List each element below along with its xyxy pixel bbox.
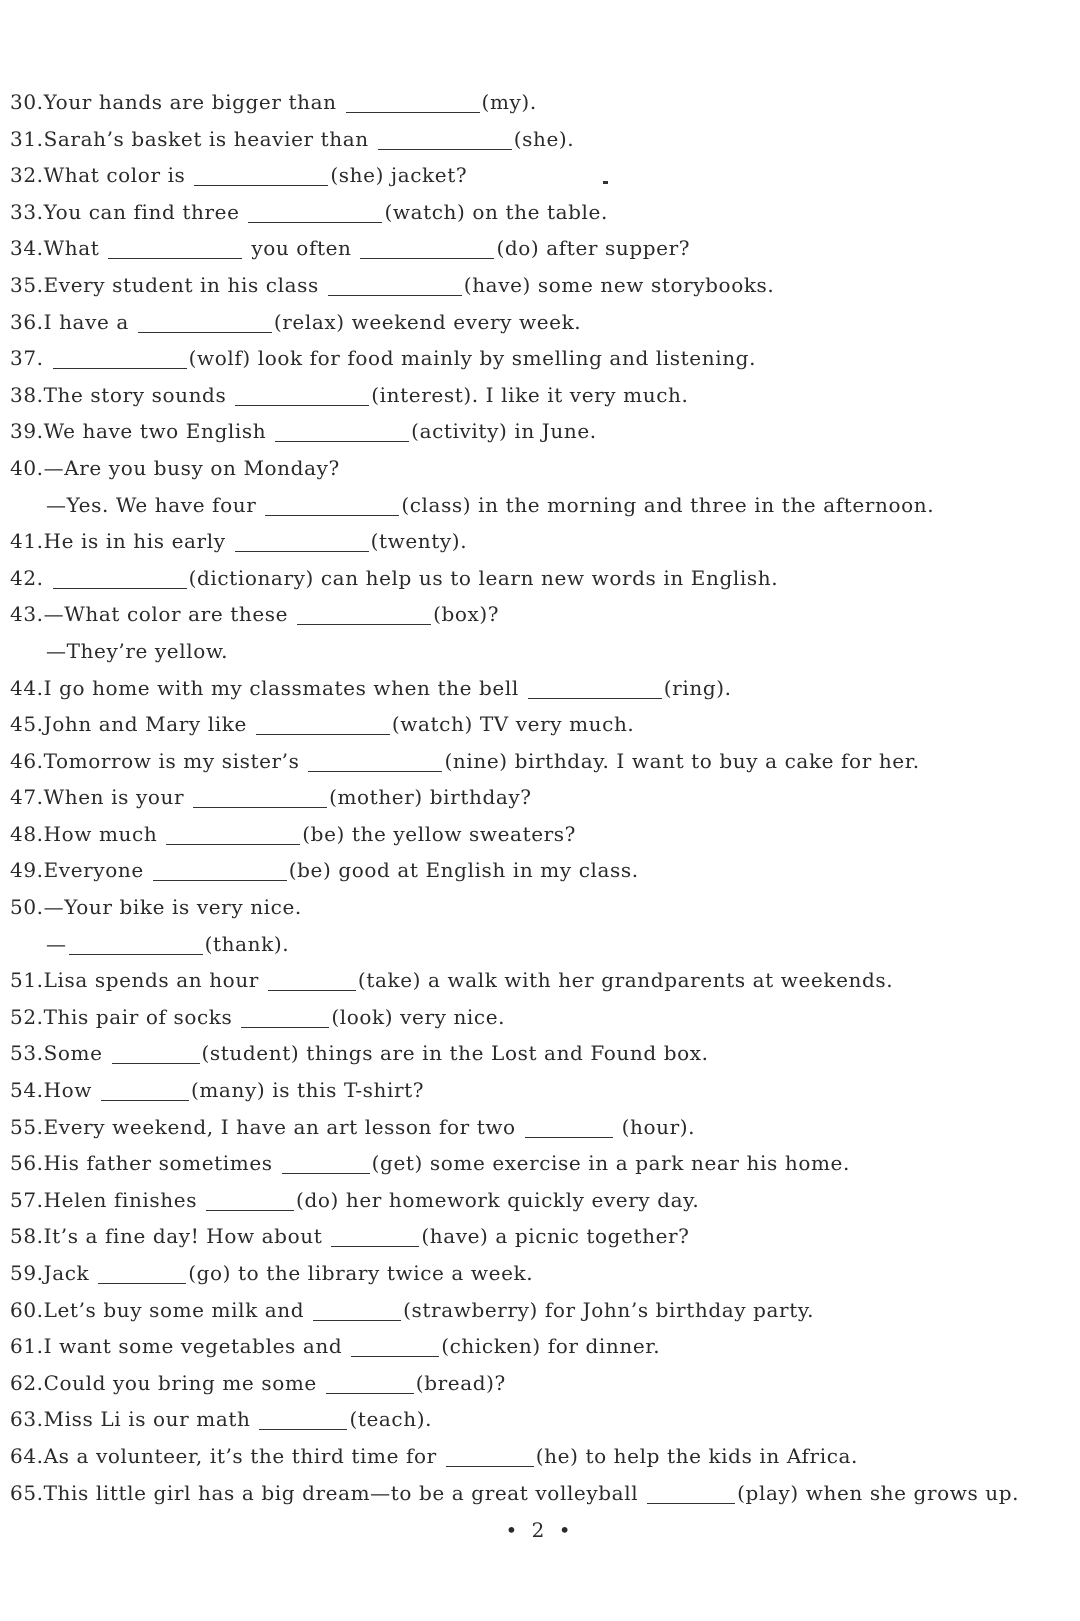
question-number: 60. xyxy=(10,1297,44,1322)
question-number: 45. xyxy=(10,712,44,737)
question-text: I want some vegetables and xyxy=(43,1334,350,1359)
answer-blank[interactable] xyxy=(328,274,462,296)
question-number: 34. xyxy=(10,236,44,261)
answer-blank[interactable] xyxy=(153,859,287,881)
question-number: 36. xyxy=(10,309,44,334)
question-text: —Are you busy on Monday? xyxy=(43,455,340,480)
question-text: (be) good at English in my class. xyxy=(288,858,639,883)
question-57 xyxy=(10,1182,1050,1219)
question-number: 39. xyxy=(10,419,44,444)
question-45 xyxy=(10,706,1050,743)
question-41 xyxy=(10,523,1050,560)
answer-blank[interactable] xyxy=(308,750,442,772)
question-number: 46. xyxy=(10,748,44,773)
question-text: (thank). xyxy=(204,931,290,956)
question-number: 50. xyxy=(10,895,44,920)
question-text: (he) to help the kids in Africa. xyxy=(535,1443,858,1468)
question-number: 30. xyxy=(10,90,44,114)
answer-blank[interactable] xyxy=(69,933,203,955)
question-number: 53. xyxy=(10,1041,44,1066)
question-55 xyxy=(10,1109,1050,1146)
question-42 xyxy=(10,560,1050,597)
answer-blank[interactable] xyxy=(346,91,480,113)
question-text: (many) is this T-shirt? xyxy=(190,1078,425,1103)
question-text: Lisa spends an hour xyxy=(43,968,266,993)
question-32 xyxy=(10,157,1050,194)
question-text: Could you bring me some xyxy=(43,1370,324,1395)
question-number: 55. xyxy=(10,1114,44,1139)
question-text: (mother) birthday? xyxy=(329,785,532,810)
question-47 xyxy=(10,779,1050,816)
question-number: 47. xyxy=(10,785,44,810)
question-37 xyxy=(10,340,1050,377)
question-text: (nine) birthday. I want to buy a cake for her. xyxy=(444,748,920,773)
question-text: Jack xyxy=(43,1261,97,1285)
question-text: (wolf) look for food mainly by smelling and listening. xyxy=(188,346,757,371)
question-text: This little girl has a big dream—to be a great volleyball xyxy=(43,1480,646,1505)
question-text: Some xyxy=(43,1041,110,1066)
question-text: (get) some exercise in a park near his home. xyxy=(371,1151,850,1176)
question-text: (look) very nice. xyxy=(331,1004,506,1029)
answer-blank[interactable] xyxy=(256,713,390,735)
question-text: —Your bike is very nice. xyxy=(43,895,302,920)
question-text xyxy=(44,566,51,590)
answer-blank[interactable] xyxy=(360,237,494,259)
question-number: 37. xyxy=(10,346,44,371)
question-text: (she) jacket? xyxy=(330,163,468,188)
question-text: I have a xyxy=(43,309,136,334)
question-36 xyxy=(10,304,1050,341)
question-35 xyxy=(10,267,1050,304)
answer-blank[interactable] xyxy=(351,1335,439,1357)
answer-blank[interactable] xyxy=(235,384,369,406)
question-59 xyxy=(10,1255,1050,1292)
question-list xyxy=(10,84,1050,1511)
question-62 xyxy=(10,1365,1050,1402)
question-text: (my). xyxy=(481,90,537,114)
answer-blank[interactable] xyxy=(206,1189,294,1211)
answer-blank[interactable] xyxy=(331,1225,419,1247)
question-63 xyxy=(10,1401,1050,1438)
answer-blank[interactable] xyxy=(53,567,187,589)
question-number: 52. xyxy=(10,1004,44,1029)
question-43a xyxy=(10,596,1050,633)
question-number: 57. xyxy=(10,1187,44,1212)
question-text: He is in his early xyxy=(43,529,233,554)
question-text: Let’s buy some milk and xyxy=(43,1297,312,1322)
question-text: Everyone xyxy=(43,858,151,883)
question-53 xyxy=(10,1035,1050,1072)
question-number: 61. xyxy=(10,1334,44,1359)
question-text: (play) when she grows up. xyxy=(737,1480,1020,1505)
question-text: (activity) in June. xyxy=(411,419,597,444)
question-31 xyxy=(10,121,1050,158)
question-51 xyxy=(10,962,1050,999)
question-52 xyxy=(10,999,1050,1036)
question-text: The story sounds xyxy=(43,382,234,407)
question-65 xyxy=(10,1475,1050,1512)
question-number: 64. xyxy=(10,1443,44,1468)
answer-blank[interactable] xyxy=(101,1079,189,1101)
answer-blank[interactable] xyxy=(241,1006,329,1028)
question-38 xyxy=(10,377,1050,414)
answer-blank[interactable] xyxy=(98,1262,186,1284)
question-48 xyxy=(10,816,1050,853)
question-54 xyxy=(10,1072,1050,1109)
answer-blank[interactable] xyxy=(297,603,431,625)
question-text: (have) some new storybooks. xyxy=(463,272,775,297)
question-40b xyxy=(10,487,1050,524)
answer-blank[interactable] xyxy=(166,823,300,845)
question-text: (watch) TV very much. xyxy=(391,712,635,737)
answer-blank[interactable] xyxy=(326,1372,414,1394)
question-text: I go home with my classmates when the bell xyxy=(43,675,526,700)
question-text: (take) a walk with her grandparents at weekends. xyxy=(357,968,894,993)
answer-blank[interactable] xyxy=(235,530,369,552)
question-text: John and Mary like xyxy=(43,712,254,737)
question-text: (chicken) for dinner. xyxy=(441,1334,661,1359)
question-text: (interest). I like it very much. xyxy=(371,382,689,407)
question-number: 51. xyxy=(10,968,44,993)
question-text: Sarah’s basket is heavier than xyxy=(43,126,376,151)
question-text: Every weekend, I have an art lesson for two xyxy=(43,1114,523,1139)
question-text: You can find three xyxy=(43,199,247,224)
question-text: (bread)? xyxy=(415,1370,506,1395)
question-58 xyxy=(10,1218,1050,1255)
question-61 xyxy=(10,1328,1050,1365)
question-text: (watch) on the table. xyxy=(384,199,608,224)
question-text: (do) her homework quickly every day. xyxy=(296,1187,700,1212)
answer-blank[interactable] xyxy=(268,969,356,991)
question-40a xyxy=(10,450,1050,487)
answer-blank[interactable] xyxy=(108,237,242,259)
answer-blank[interactable] xyxy=(193,786,327,808)
question-number: 54. xyxy=(10,1078,44,1103)
question-33 xyxy=(10,194,1050,231)
question-49 xyxy=(10,852,1050,889)
answer-blank[interactable] xyxy=(525,1116,613,1138)
question-number: 59. xyxy=(10,1261,44,1285)
question-text: It’s a fine day! How about xyxy=(43,1224,330,1249)
question-number: 48. xyxy=(10,821,44,846)
question-number: 43. xyxy=(10,602,44,627)
question-text: We have two English xyxy=(43,419,274,444)
question-text: —They’re yellow. xyxy=(46,638,229,663)
question-50a xyxy=(10,889,1050,926)
question-text: (relax) weekend every week. xyxy=(273,309,582,334)
question-text: (be) the yellow sweaters? xyxy=(302,821,576,846)
question-text: (teach). xyxy=(349,1407,433,1432)
answer-blank[interactable] xyxy=(446,1445,534,1467)
question-number: 65. xyxy=(10,1480,44,1505)
question-number: 40. xyxy=(10,455,44,480)
question-text: As a volunteer, it’s the third time for xyxy=(43,1443,444,1468)
question-39 xyxy=(10,413,1050,450)
question-44 xyxy=(10,670,1050,707)
question-text: Your hands are bigger than xyxy=(43,90,344,114)
question-text: —What color are these xyxy=(43,602,296,627)
page-number: • 2 • xyxy=(505,1518,575,1542)
question-text: (twenty). xyxy=(370,529,468,554)
answer-blank[interactable] xyxy=(265,494,399,516)
question-text: (dictionary) can help us to learn new words in English. xyxy=(188,565,779,590)
question-text: (class) in the morning and three in the afternoon. xyxy=(401,492,935,517)
question-50b xyxy=(10,926,1050,963)
question-number: 44. xyxy=(10,675,44,700)
question-text: This pair of socks xyxy=(43,1004,240,1029)
question-text: (ring). xyxy=(663,675,732,700)
answer-blank[interactable] xyxy=(275,420,409,442)
question-number: 56. xyxy=(10,1151,44,1176)
answer-blank[interactable] xyxy=(282,1152,370,1174)
question-text: (hour). xyxy=(614,1114,696,1139)
question-text: Helen finishes xyxy=(43,1187,205,1212)
question-43b xyxy=(10,633,1050,670)
question-number: 41. xyxy=(10,529,44,554)
question-text: How xyxy=(43,1078,99,1103)
question-text: What color is xyxy=(43,163,193,188)
question-text: you often xyxy=(244,236,359,261)
question-number: 62. xyxy=(10,1370,44,1395)
question-text: Miss Li is our math xyxy=(43,1407,258,1432)
answer-blank[interactable] xyxy=(378,128,512,150)
question-text: His father sometimes xyxy=(43,1151,280,1176)
question-text: (have) a picnic together? xyxy=(421,1224,690,1249)
question-number: 63. xyxy=(10,1407,44,1432)
question-number: 49. xyxy=(10,858,44,883)
answer-blank[interactable] xyxy=(259,1408,347,1430)
question-60 xyxy=(10,1292,1050,1329)
question-64 xyxy=(10,1438,1050,1475)
question-number: 35. xyxy=(10,272,44,297)
question-text: — xyxy=(46,931,67,956)
question-number: 32. xyxy=(10,163,44,188)
question-number: 42. xyxy=(10,565,44,590)
answer-blank[interactable] xyxy=(138,311,272,333)
question-text: When is your xyxy=(43,785,192,810)
question-30 xyxy=(10,84,1050,121)
question-text xyxy=(44,346,51,370)
question-text: What xyxy=(43,236,107,261)
question-text: (she). xyxy=(513,126,575,151)
question-56 xyxy=(10,1145,1050,1182)
question-text: (do) after supper? xyxy=(496,236,691,261)
question-number: 33. xyxy=(10,199,44,224)
question-46 xyxy=(10,743,1050,780)
answer-blank[interactable] xyxy=(647,1482,735,1504)
question-text: How much xyxy=(43,821,165,846)
answer-blank[interactable] xyxy=(313,1299,401,1321)
question-text: (go) to the library twice a week. xyxy=(188,1261,534,1285)
question-number: 38. xyxy=(10,382,44,407)
question-text: (strawberry) for John’s birthday party. xyxy=(403,1297,815,1322)
question-text: Every student in his class xyxy=(43,272,326,297)
question-text: (box)? xyxy=(433,602,500,627)
answer-blank[interactable] xyxy=(248,201,382,223)
answer-blank[interactable] xyxy=(528,677,662,699)
question-text: (student) things are in the Lost and Found box. xyxy=(201,1041,709,1066)
question-34 xyxy=(10,230,1050,267)
answer-blank[interactable] xyxy=(194,164,328,186)
question-number: 31. xyxy=(10,126,44,151)
answer-blank[interactable] xyxy=(53,347,187,369)
question-text: —Yes. We have four xyxy=(46,492,264,517)
question-text: Tomorrow is my sister’s xyxy=(43,748,307,773)
question-number: 58. xyxy=(10,1224,44,1249)
stray-mark xyxy=(603,181,608,184)
answer-blank[interactable] xyxy=(112,1042,200,1064)
